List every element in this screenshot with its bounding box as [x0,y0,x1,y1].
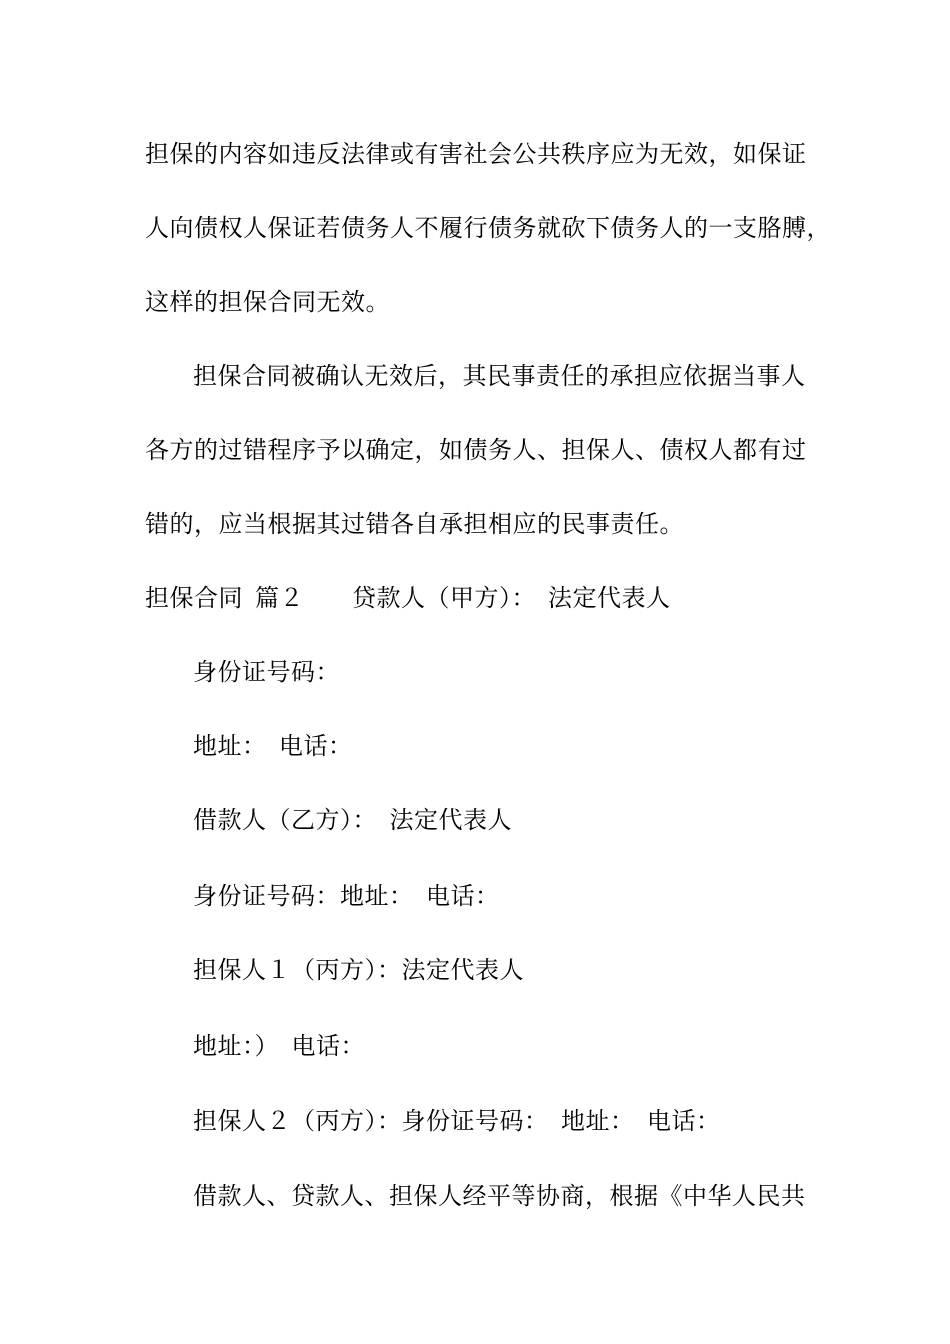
field-line: 借款人、贷款人、担保人经平等协商，根据《中华人民共 [193,1182,806,1210]
field-line: 担保人２（丙方）：身份证号码： 地址： 电话： [193,1107,721,1135]
field-line: 身份证号码：地址： 电话： [193,882,500,910]
field-line: 借款人（乙方）： 法定代表人 [193,806,512,834]
paragraph-line: 人向债权人保证若债务人不履行债务就砍下债务人的一支胳膊， [145,214,831,242]
field-line: 地址： 电话： [193,732,353,760]
contract-heading [145,583,671,613]
paragraph-line: 错的，应当根据其过错各自承担相应的民事责任。 [145,510,684,538]
lender-label: 贷款人（甲方）： [352,584,536,612]
contract-title: 担保合同 [145,584,243,612]
paragraph-line: 担保的内容如违反法律或有害社会公共秩序应为无效，如保证 [145,140,807,168]
paragraph-line: 担保合同被确认无效后，其民事责任的承担应依据当事人 [193,362,806,390]
field-line: 地址：） 电话： [193,1032,365,1060]
field-line: 身份证号码： [193,658,340,686]
paragraph-line: 各方的过错程序予以确定，如债务人、担保人、债权人都有过 [145,436,807,464]
field-line: 担保人１（丙方）：法定代表人 [193,956,524,984]
section-number: 篇２ [255,584,304,612]
legal-rep-label: 法定代表人 [548,584,671,612]
paragraph-line: 这样的担保合同无效。 [145,288,390,316]
